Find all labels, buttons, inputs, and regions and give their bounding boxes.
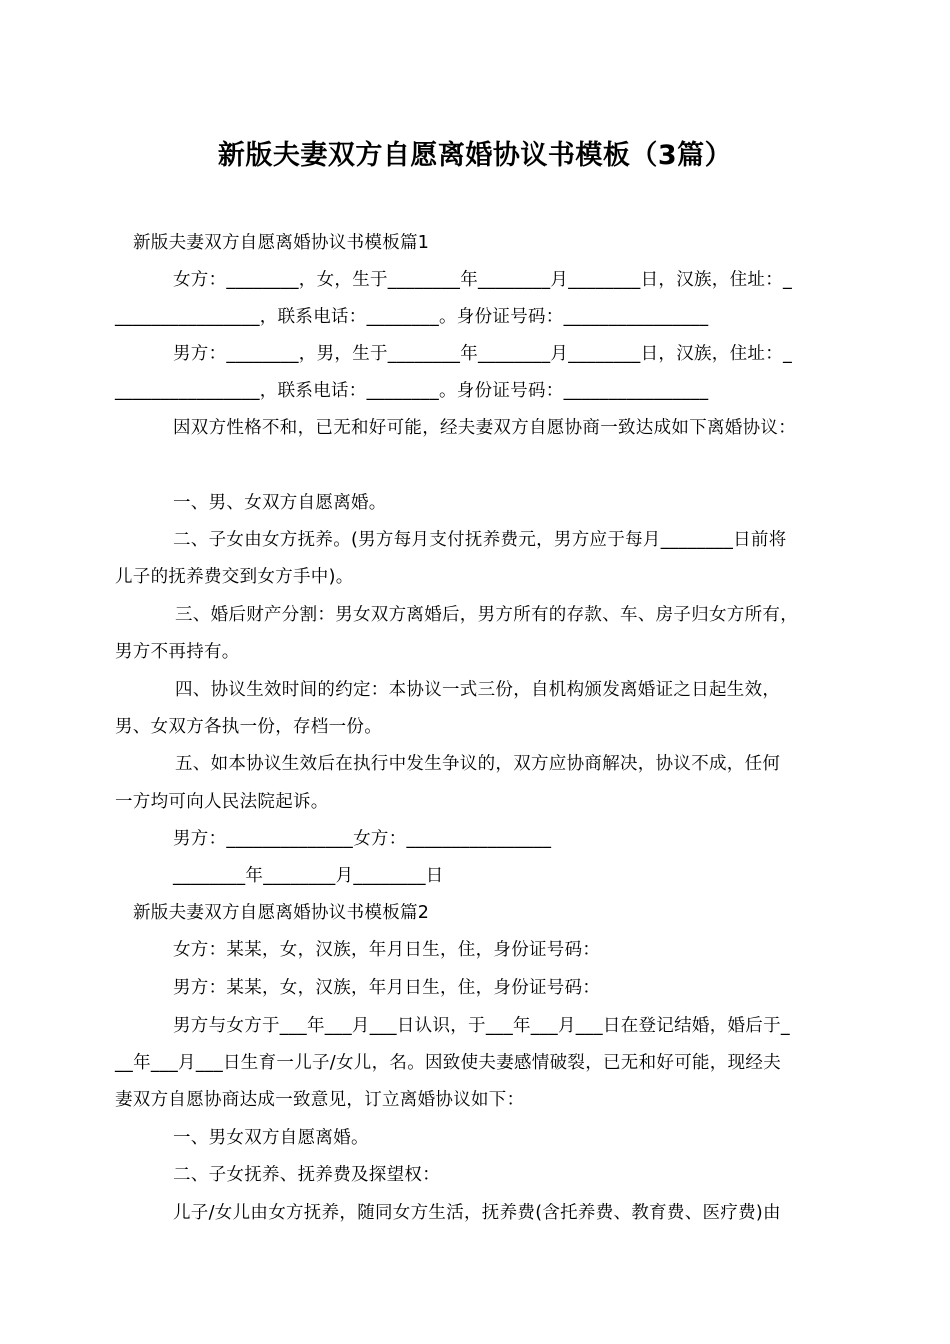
paragraph-line: ________________，联系电话：________。身份证号码：________________ xyxy=(115,307,709,327)
paragraph-line: ________________，联系电话：________。身份证号码：________________ xyxy=(115,381,709,401)
section-heading-2: 新版夫妻双方自愿离婚协议书模板篇2 xyxy=(133,903,430,923)
paragraph-line: __年___月___日生育一儿子/女儿，名。因致使夫妻感情破裂，已无和好可能，现经夫 xyxy=(115,1053,781,1073)
section-heading-1: 新版夫妻双方自愿离婚协议书模板篇1 xyxy=(133,233,430,253)
clause-line: 五、如本协议生效后在执行中发生争议的，双方应协商解决，协议不成，任何 xyxy=(175,754,781,774)
clause-line: 二、子女抚养、抚养费及探望权： xyxy=(173,1165,440,1185)
clause-line: 一方均可向人民法院起诉。 xyxy=(115,792,329,812)
clause-line: 男、女双方各执一份，存档一份。 xyxy=(115,717,382,737)
clause-line: 四、协议生效时间的约定：本协议一式三份，自机构颁发离婚证之日起生效， xyxy=(175,680,781,700)
clause-line: 男方不再持有。 xyxy=(115,642,240,662)
clause-line: 儿子的抚养费交到女方手中)。 xyxy=(115,567,354,587)
paragraph-line: 儿子/女儿由女方抚养，随同女方生活，抚养费(含托养费、教育费、医疗费)由 xyxy=(173,1203,781,1223)
paragraph-line: 妻双方自愿协商达成一致意见，订立离婚协议如下： xyxy=(115,1090,525,1110)
clause-line: 二、子女由女方抚养。(男方每月支付抚养费元，男方应于每月________日前将 xyxy=(173,530,787,550)
date-line: ________年________月________日 xyxy=(173,866,444,886)
clause-line: 一、男、女双方自愿离婚。 xyxy=(173,493,387,513)
paragraph-line: 女方：________，女，生于________年________月________日，汉族，住址：_ xyxy=(173,270,793,290)
paragraph-line: 男方：某某，女，汉族，年月日生，住，身份证号码： xyxy=(173,978,601,998)
clause-line: 一、男女双方自愿离婚。 xyxy=(173,1128,369,1148)
signature-line: 男方：______________女方：________________ xyxy=(173,829,552,849)
clause-line: 三、婚后财产分割：男女双方离婚后，男方所有的存款、车、房子归女方所有， xyxy=(175,605,798,625)
paragraph-line: 因双方性格不和，已无和好可能，经夫妻双方自愿协商一致达成如下离婚协议： xyxy=(173,418,796,438)
document-title: 新版夫妻双方自愿离婚协议书模板（3篇） xyxy=(217,140,733,171)
paragraph-line: 男方：________，男，生于________年________月________日，汉族，住址：_ xyxy=(173,344,793,364)
paragraph-line: 女方：某某，女，汉族，年月日生，住，身份证号码： xyxy=(173,940,601,960)
paragraph-line: 男方与女方于___年___月___日认识，于___年___月___日在登记结婚，婚后于_ xyxy=(173,1016,790,1036)
